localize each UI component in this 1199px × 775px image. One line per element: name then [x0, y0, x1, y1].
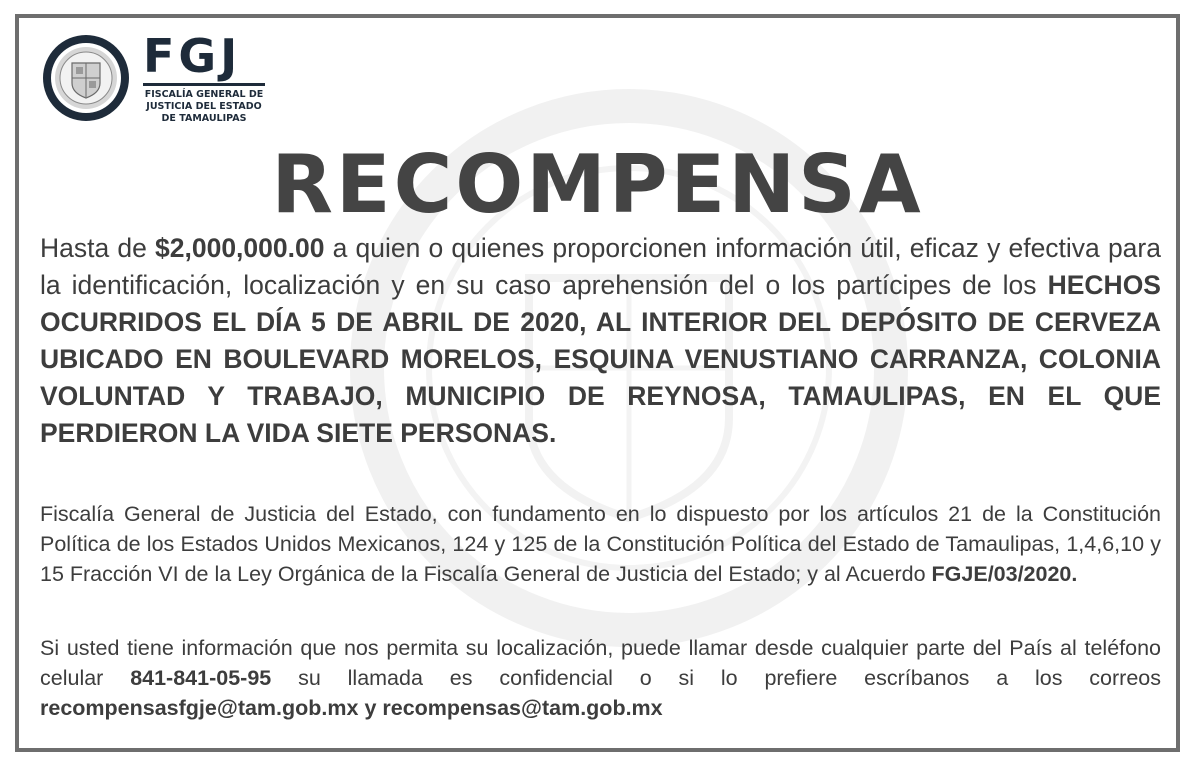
reward-amount: $2,000,000.00	[155, 233, 325, 263]
legal-text: Fiscalía General de Justicia del Estado, con fundamento en lo dispuesto por los artículos 21 de la Constitución Política de los Estados Unidos Mexicanos, 124 y 125 de la Constitución Política del Estado de Tamaulipas, 1,4,6,10 y 15 Fracción VI de la Ley Orgánica de la Fiscalía General de Justicia del Estado; y al Acuerdo	[40, 502, 1161, 586]
email-secondary: recompensas@tam.gob.mx	[382, 696, 663, 720]
headline: RECOMPENSA	[271, 138, 924, 231]
logo-divider	[143, 83, 265, 86]
contact-text1: Si usted tiene información que nos permita su localización, puede llamar desde cualquier parte del País al teléfono celular	[40, 636, 1161, 690]
logo-subtitle-line3: DE TAMAULIPAS	[161, 113, 247, 124]
fgj-logo-text	[143, 31, 278, 125]
reward-text: a quien o quienes proporcionen información útil, eficaz y efectiva para la identificación, localización y en su caso aprehensión del o los partícipes de los	[40, 233, 1161, 300]
poster-frame	[15, 14, 1180, 752]
event-description: HECHOS OCURRIDOS EL DÍA 5 DE ABRIL DE 2020, AL INTERIOR DEL DEPÓSITO DE CERVEZA UBICADO EN BOULEVARD MORELOS, ESQUINA VENUSTIANO CARRANZA, COLONIA VOLUNTAD Y TRABAJO, MUNICIPIO DE REYNOSA, TAMAULIPAS, EN EL QUE PERDIERON LA VIDA SIETE PERSONAS.	[40, 270, 1161, 448]
contact-text2: su llamada es confidencial o si lo prefiere escríbanos a los correos	[271, 666, 1162, 690]
legal-paragraph	[40, 499, 1161, 589]
logo-subtitle-line2: JUSTICIA DEL ESTADO	[146, 101, 262, 112]
fgj-seal-icon	[41, 33, 131, 123]
logo-acronym: FGJ	[143, 29, 242, 83]
reward-paragraph	[40, 230, 1161, 452]
logo-subtitle-line1: FISCALÍA GENERAL DE	[144, 89, 264, 100]
phone-number: 841-841-05-95	[130, 666, 272, 690]
reward-intro: Hasta de	[40, 233, 155, 263]
email-connector: y	[358, 696, 383, 720]
contact-paragraph	[40, 633, 1161, 723]
agreement-number: FGJE/03/2020.	[931, 562, 1078, 586]
email-primary: recompensasfgje@tam.gob.mx	[40, 696, 359, 720]
